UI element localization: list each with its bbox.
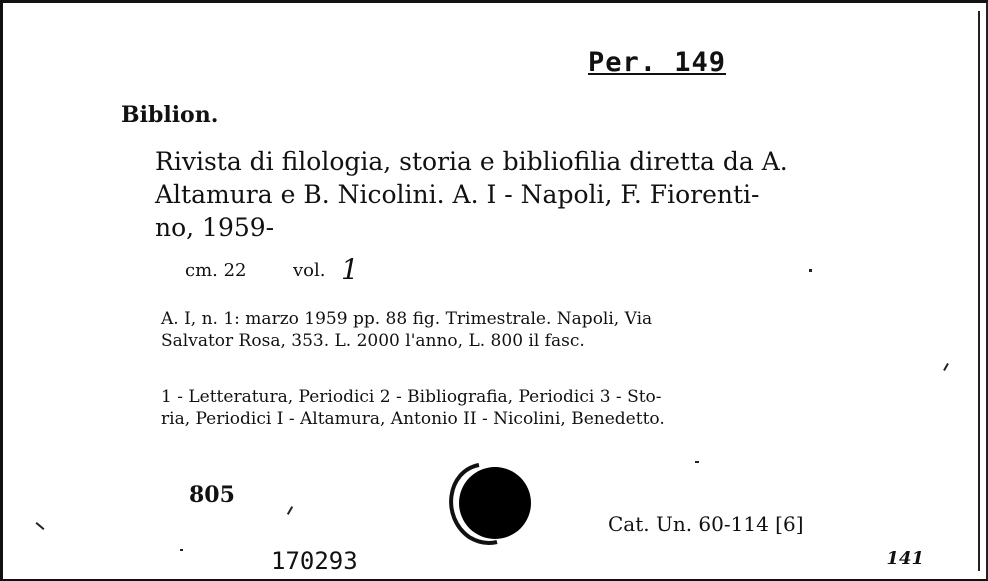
inventory-number: 170293 [271,547,358,575]
local-number: 805 [189,482,235,508]
notes-line: Salvator Rosa, 353. L. 2000 l'anno, L. 800 il fasc. [161,331,585,351]
speck [287,506,293,515]
volume-handwritten: 1 [341,253,359,286]
card-heading: Biblion. [121,102,219,128]
notes [161,308,652,352]
volume-label: vol. [293,260,326,281]
description-line: no, 1959- [155,213,275,242]
catalog-reference: Cat. Un. 60-114 [6] [608,512,804,536]
description [155,145,855,244]
subjects-line: ria, Periodici I - Altamura, Antonio II - Nicolini, Benedetto. [161,409,665,429]
speck [943,363,949,371]
size-field: cm. 22 [185,260,247,281]
card-right-edge [978,11,980,571]
notes-line: A. I, n. 1: marzo 1959 pp. 88 fig. Trimestrale. Napoli, Via [161,309,653,329]
description-line: Altamura e B. Nicolini. A. I - Napoli, F. Fiorenti- [155,180,760,209]
speck [695,461,699,463]
speck [809,269,812,272]
punch-hole-icon [439,457,539,547]
description-line: Rivista di filologia, storia e bibliofilia diretta da A. [155,147,788,176]
corner-stamp: 141 [886,548,924,569]
subjects [161,386,665,430]
shelfmark: Per. 149 [588,47,727,78]
speck [180,549,183,551]
speck [36,522,45,530]
subjects-line: 1 - Letteratura, Periodici 2 - Bibliografia, Periodici 3 - Sto- [161,387,662,407]
